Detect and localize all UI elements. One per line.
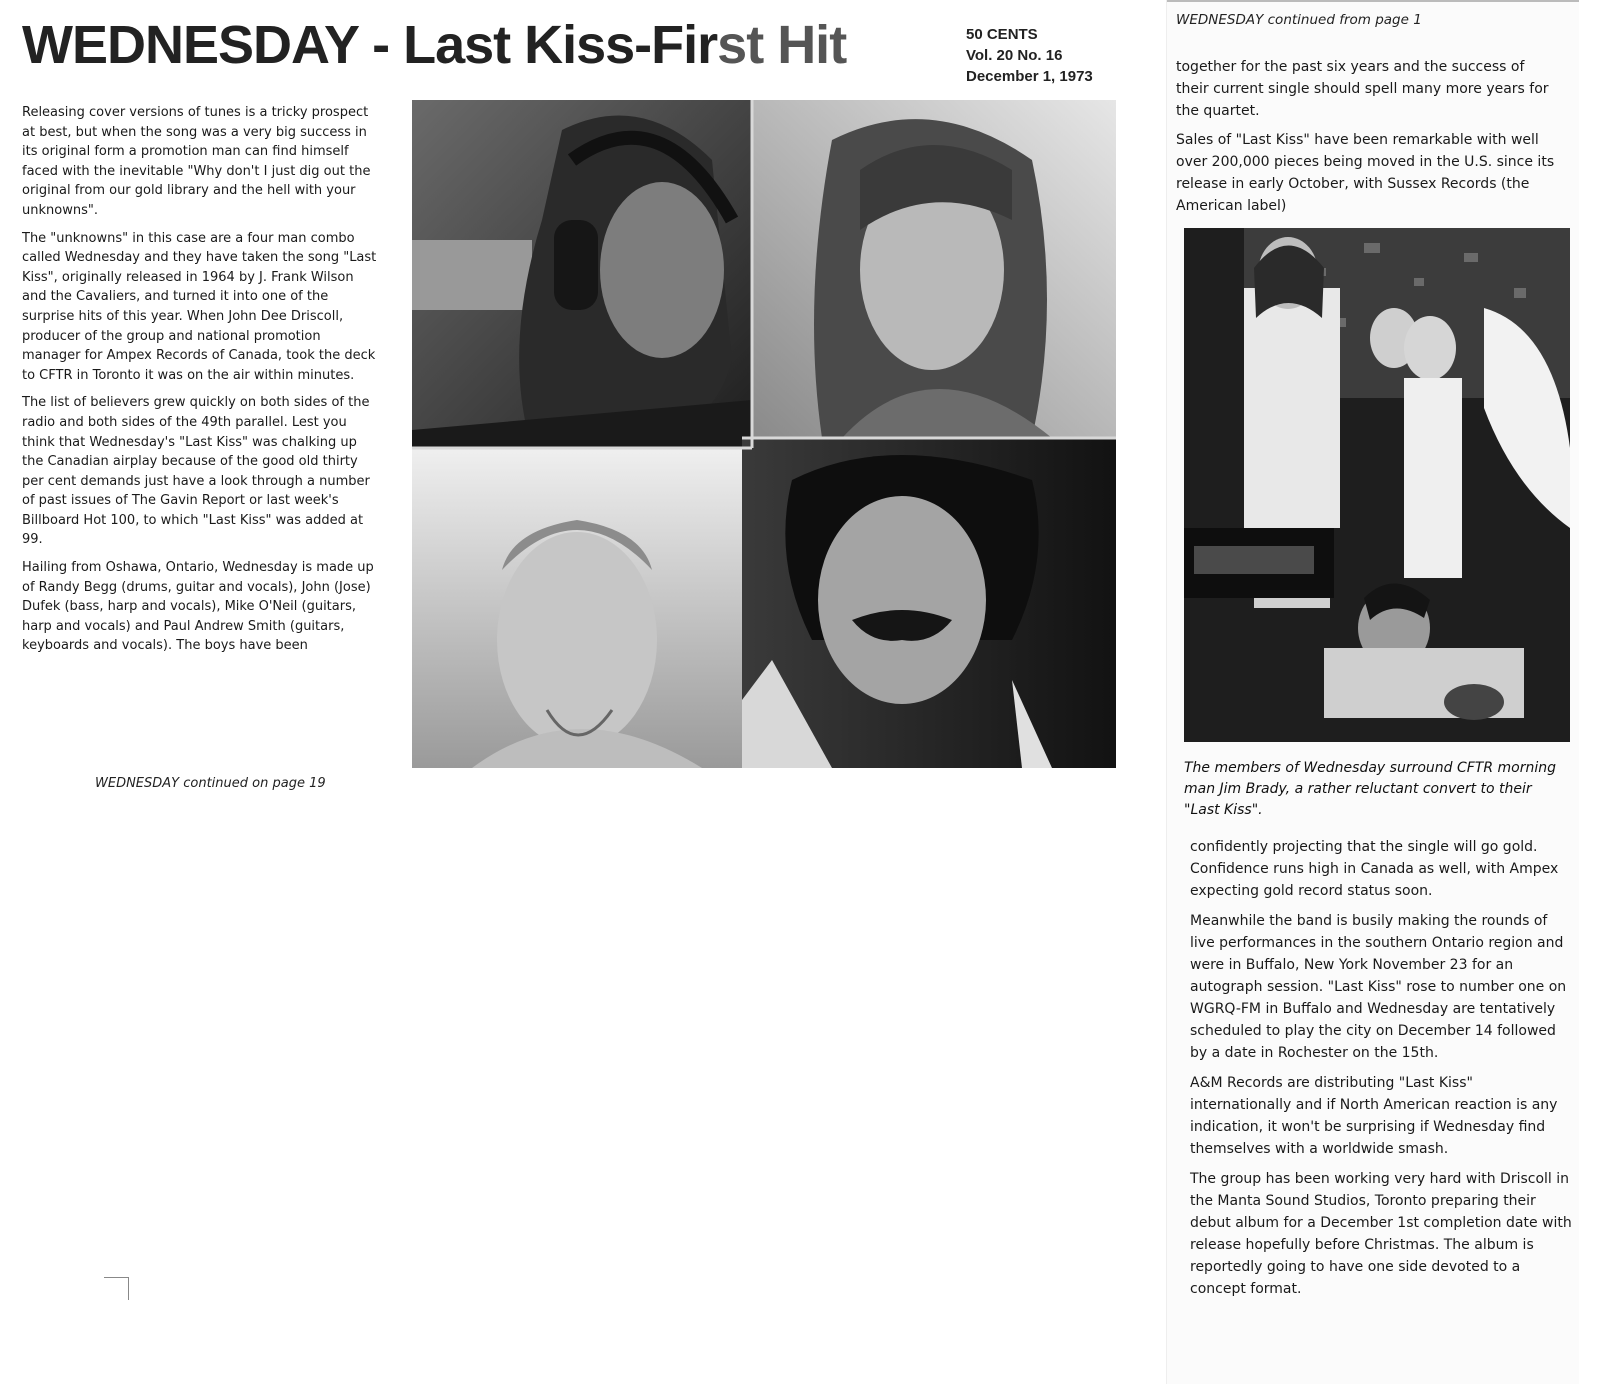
portrait-headphones bbox=[412, 100, 752, 448]
portrait-eyes-closed bbox=[412, 448, 742, 768]
article-paragraph: Sales of "Last Kiss" have been remarkable with well over 200,000 pieces being moved in the U.S. since its release in early October, with Sussex Records (the American label) bbox=[1176, 132, 1555, 214]
article-paragraph: together for the past six years and the success of their current single should spell many more years for the quartet. bbox=[1176, 59, 1549, 119]
masthead-info bbox=[966, 24, 1093, 87]
continuation-text-top bbox=[1176, 57, 1561, 226]
issue-date: December 1, 1973 bbox=[966, 68, 1093, 85]
article-paragraph: confidently projecting that the single will go gold. Confidence runs high in Canada as well, with Ampex expecting gold record status soon. bbox=[1190, 839, 1559, 899]
article-paragraph: The group has been working very hard with Driscoll in the Manta Sound Studios, Toronto preparing their debut album for a December 1st completion date with release hopefully before Christmas. The album is reportedly going to have one side devoted to a concept format. bbox=[1190, 1171, 1572, 1297]
continued-from-note: WEDNESDAY continued from page 1 bbox=[1176, 12, 1422, 28]
portrait-long-hair bbox=[752, 100, 1116, 438]
headline-faded-end: st Hit bbox=[717, 15, 847, 75]
article-left-column bbox=[22, 103, 377, 664]
article-paragraph: Hailing from Oshawa, Ontario, Wednesday is made up of Randy Begg (drums, guitar and vocals), John (Jose) Dufek (bass, harp and vocals), Mike O'Neil (guitars, harp and vocals) and Paul Andrew Smith (guitars, keyboards and vocals). The boys have been bbox=[22, 560, 374, 654]
article-paragraph: The "unknowns" in this case are a four man combo called Wednesday and they have taken the song "Last Kiss", originally released in 1964 by J. Frank Wilson and the Cavaliers, and turned it into one of the surprise hits of this year. When John Dee Driscoll, producer of the group and national promotion manager for Ampex Records of Canada, took the deck to CFTR in Toronto it was on the air within minutes. bbox=[22, 230, 377, 383]
headline bbox=[22, 14, 846, 76]
crop-corner-mark bbox=[104, 1277, 129, 1300]
article-paragraph: Releasing cover versions of tunes is a tricky prospect at best, but when the song was a very big success in its original form a promotion man can find himself faced with the inevitable "Why don't I just dig out the original from our gold library and the hell with your unknowns". bbox=[22, 105, 371, 218]
portrait-collage bbox=[412, 100, 1116, 768]
photo-caption: The members of Wednesday surround CFTR morning man Jim Brady, a rather reluctant convert to their "Last Kiss". bbox=[1184, 760, 1557, 818]
band-portraits-photo bbox=[412, 100, 1116, 768]
article-paragraph: A&M Records are distributing "Last Kiss" internationally and if North American reaction is any indication, it won't be surprising if Wednesday find themselves with a worldwide smash. bbox=[1190, 1075, 1558, 1157]
article-paragraph: Meanwhile the band is busily making the rounds of live performances in the southern Ontario region and were in Buffalo, New York November 23 for an autograph session. "Last Kiss" rose to number one on WGRQ-FM in Buffalo and Wednesday are tentatively scheduled to play the city on December 14 followed by a date in Rochester on the 15th. bbox=[1190, 913, 1567, 1061]
radio-station-group-photo bbox=[1184, 228, 1570, 742]
issue-volume: Vol. 20 No. 16 bbox=[966, 47, 1063, 64]
continuation-text-bottom bbox=[1190, 836, 1575, 1308]
headline-main: WEDNESDAY - Last Kiss-Fir bbox=[22, 15, 718, 75]
continued-on-note: WEDNESDAY continued on page 19 bbox=[95, 776, 326, 791]
portrait-mustache bbox=[742, 438, 1116, 768]
group-photo-image bbox=[1184, 228, 1570, 742]
issue-price: 50 CENTS bbox=[966, 26, 1038, 43]
article-paragraph: The list of believers grew quickly on both sides of the radio and both sides of the 49th parallel. Lest you think that Wednesday's "Last Kiss" was chalking up the Canadian airplay because of the good old thirty per cent demands just have a look through a number of past issues of The Gavin Report or last week's Billboard Hot 100, to which "Last Kiss" was added at 99. bbox=[22, 395, 370, 548]
